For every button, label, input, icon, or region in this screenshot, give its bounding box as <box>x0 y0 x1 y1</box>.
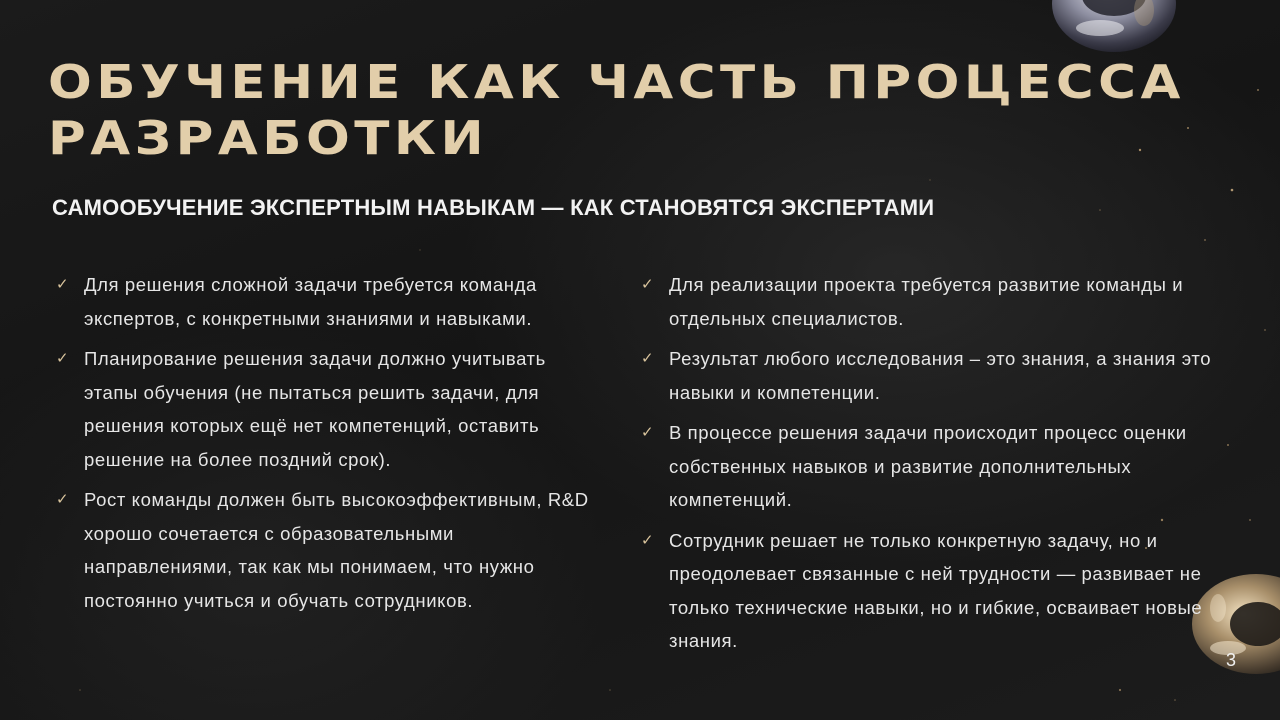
slide-subtitle: САМООБУЧЕНИЕ ЭКСПЕРТНЫМ НАВЫКАМ — КАК СТАНОВЯТСЯ ЭКСПЕРТАМИ <box>52 195 935 220</box>
check-icon: ✓ <box>641 275 655 293</box>
page-number: 3 <box>1226 650 1237 670</box>
bullet-text: Для решения сложной задачи требуется команда экспертов, с конкретными знаниями и навыками. <box>84 274 537 329</box>
check-icon: ✓ <box>641 349 655 367</box>
bullet-text: Для реализации проекта требуется развитие команды и отдельных специалистов. <box>669 274 1184 329</box>
bullet-text: Сотрудник решает не только конкретную задачу, но и преодолевает связанные с ней трудности — развивает не только технические навыки, но и гибкие, осваивает новые знания. <box>669 529 1203 651</box>
check-icon: ✓ <box>641 530 655 549</box>
bullet-item <box>56 483 596 617</box>
left-bullet-list <box>56 268 596 624</box>
bullet-text: Рост команды должен быть высокоэффективным, R&D хорошо сочетается с образовательными направлениями, так как мы понимаем, что нужно постоянно учиться и обучать сотрудников. <box>84 489 589 611</box>
bullet-item <box>56 342 596 476</box>
bullet-text: Планирование решения задачи должно учитывать этапы обучения (не пытаться решить задачи, для решения которых ещё нет компетенций, оставить решение на более поздний срок). <box>84 348 546 470</box>
bullet-text: Результат любого исследования – это знания, а знания это навыки и компетенции. <box>669 348 1212 403</box>
bullet-item <box>641 268 1231 335</box>
check-icon: ✓ <box>56 349 70 367</box>
check-icon: ✓ <box>56 490 70 508</box>
bullet-item <box>56 268 596 335</box>
bullet-item <box>641 342 1231 409</box>
decorative-torus-top <box>1044 0 1184 60</box>
right-bullet-list <box>641 268 1231 665</box>
bullet-item <box>641 416 1231 517</box>
slide-title: ОБУЧЕНИЕ КАК ЧАСТЬ ПРОЦЕССА РАЗРАБОТКИ <box>48 55 1185 165</box>
bullet-text: В процессе решения задачи происходит процесс оценки собственных навыков и развитие дополнительных компетенций. <box>669 422 1187 510</box>
bullet-item <box>641 524 1231 658</box>
check-icon: ✓ <box>56 275 70 293</box>
check-icon: ✓ <box>641 423 655 441</box>
